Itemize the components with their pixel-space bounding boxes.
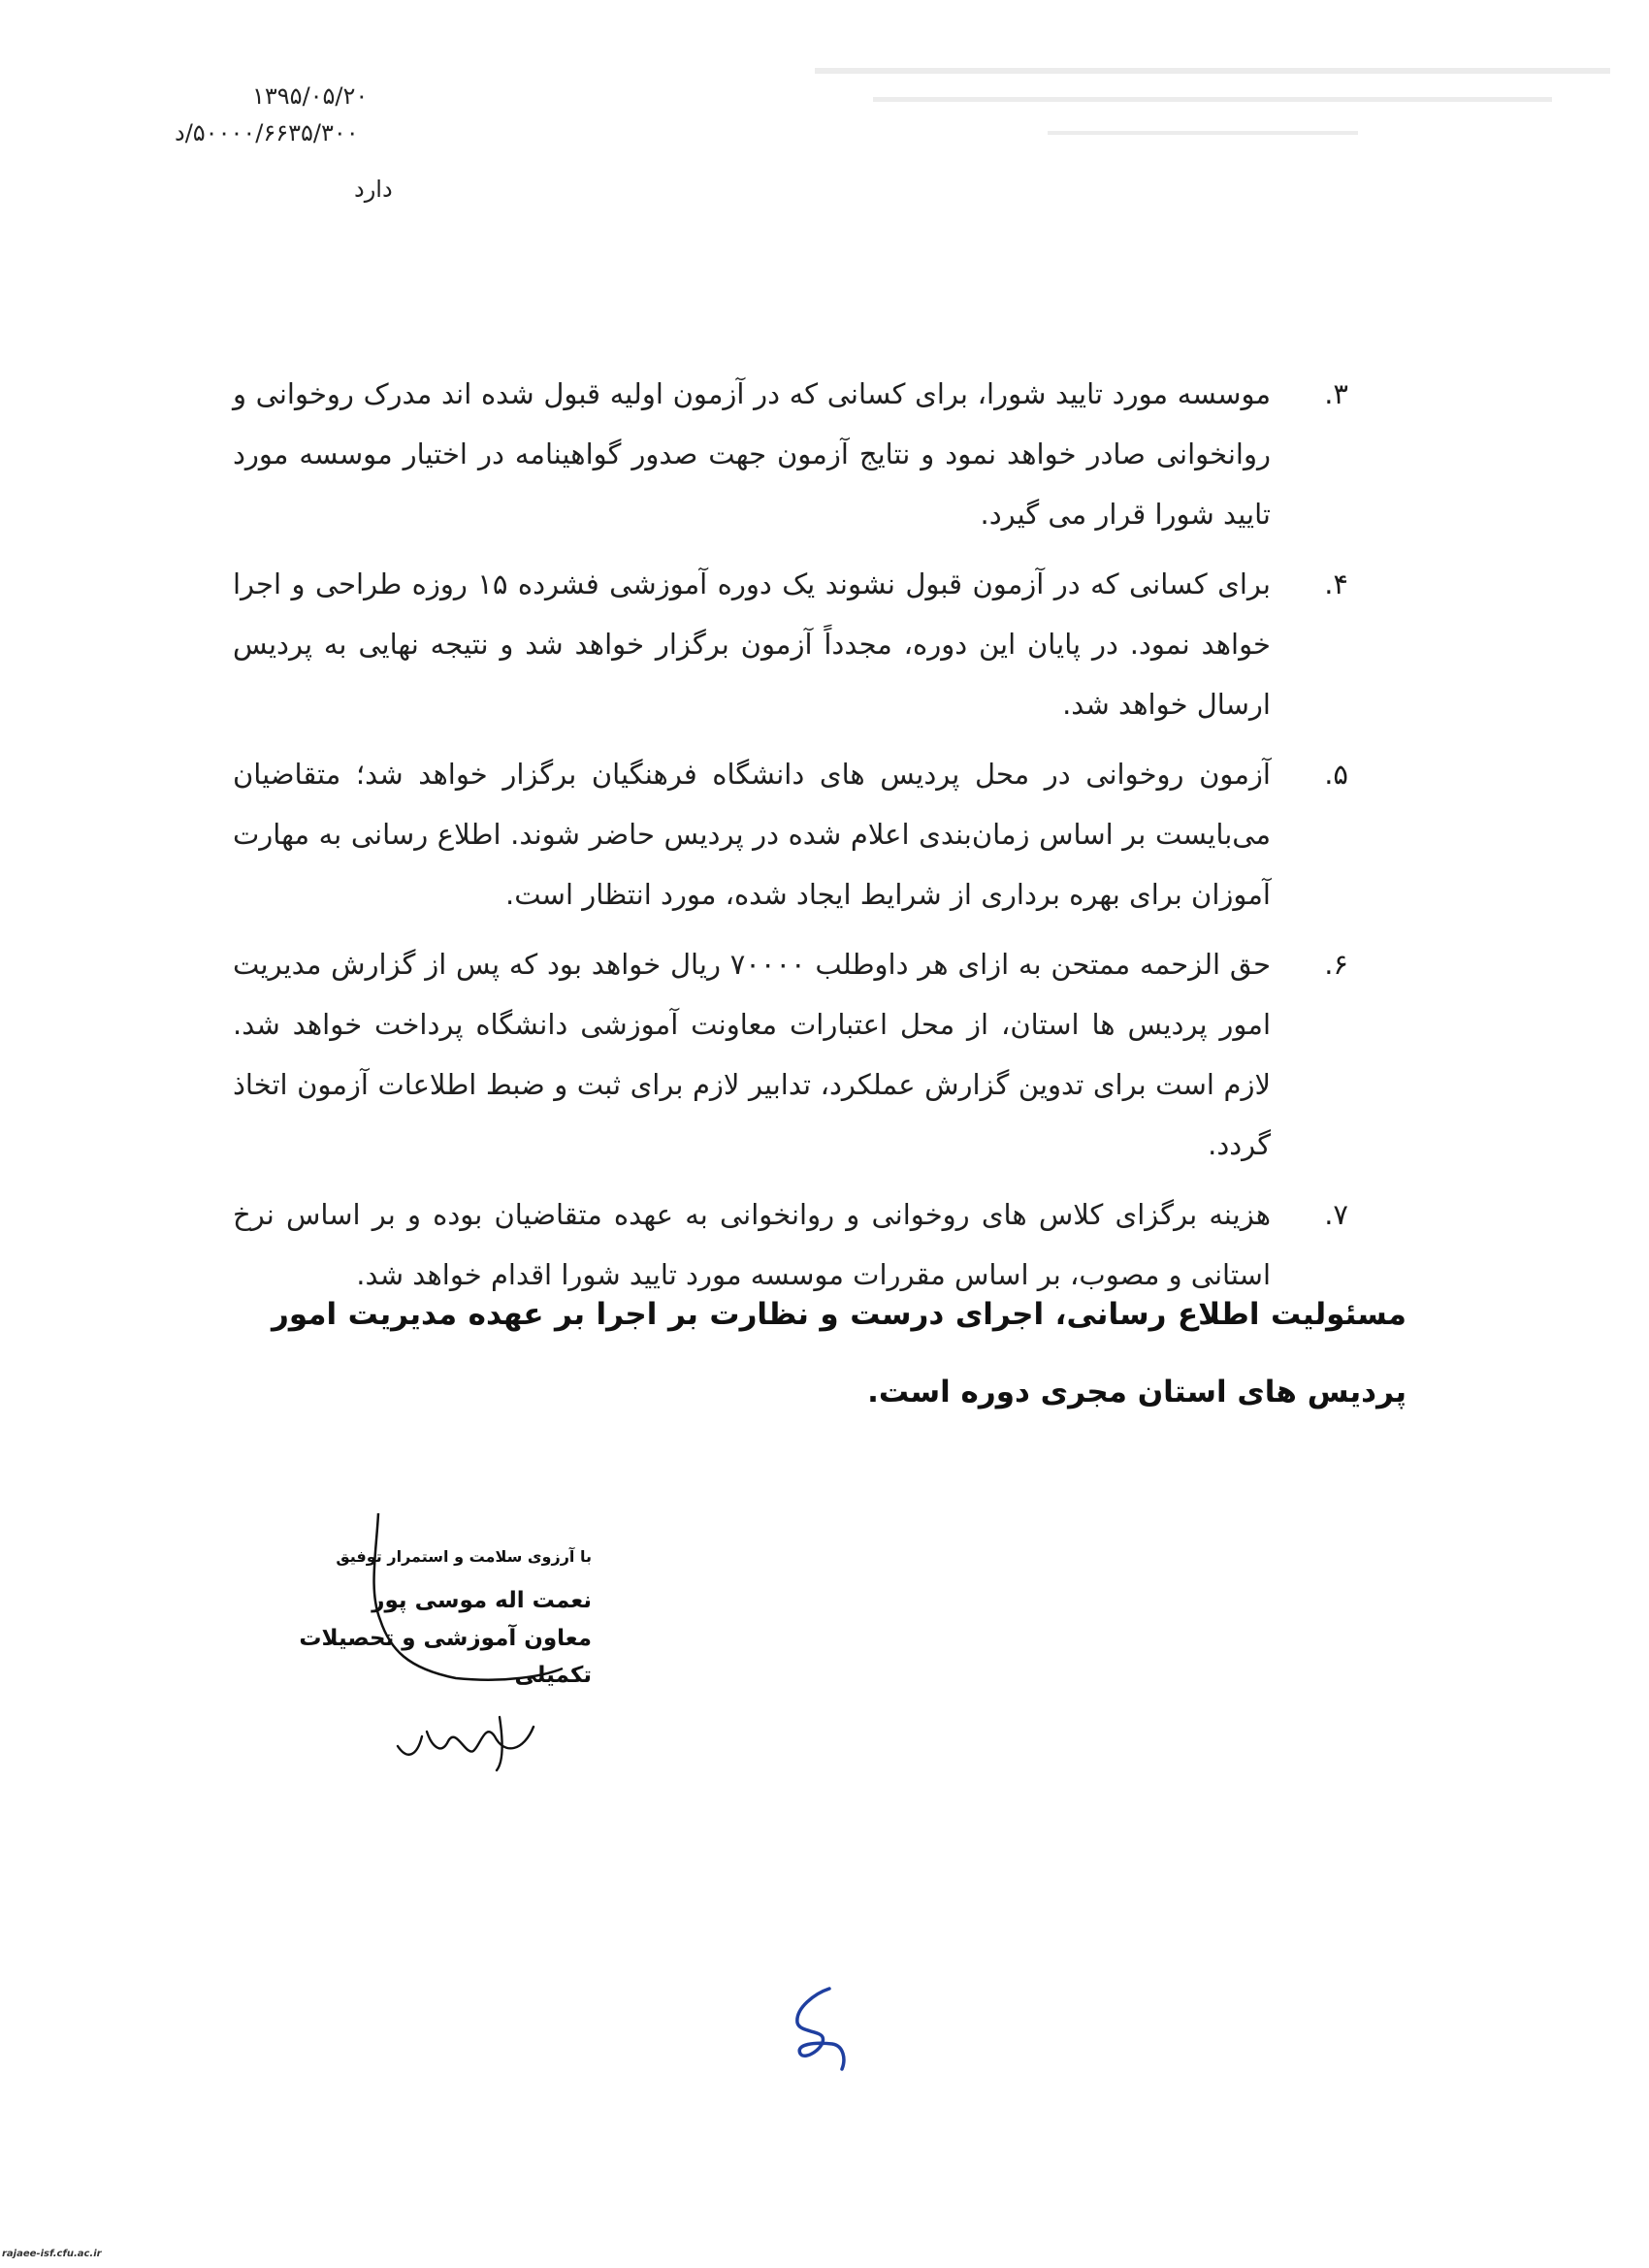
- item-text: آزمون روخوانی در محل پردیس های دانشگاه فرهنگیان برگزار خواهد شد؛ متقاضیان می‌بایست بر اساس زمان‌بندی اعلام شده در پردیس حاضر شوند. اطلاع رسانی به مهارت آموزان برای بهره برداری از شرایط ایجاد شده، مورد انتظار است.: [233, 758, 1271, 911]
- numbered-items: [233, 364, 1348, 1314]
- item-number: ۴.: [1324, 567, 1348, 600]
- list-item: [233, 554, 1348, 734]
- item-number: ۷.: [1324, 1198, 1348, 1231]
- item-text: حق الزحمه ممتحن به ازای هر داوطلب ۷۰۰۰۰ ریال خواهد بود که پس از گزارش مدیریت امور پردیس ها استان، از محل اعتبارات معاونت آموزشی دانشگاه پرداخت خواهد شد. لازم است برای تدوین گزارش عملکرد، تدابیر لازم برای ثبت و ضبط اطلاعات آزمون اتخاذ گردد.: [233, 948, 1272, 1161]
- footer-url: rajaee-isf.cfu.ac.ir: [2, 2249, 102, 2259]
- letter-header: [146, 78, 398, 208]
- item-number: ۶.: [1324, 948, 1348, 981]
- pen-mark-icon: [776, 1984, 854, 2071]
- bleed-through-texture: [757, 39, 1649, 184]
- responsibility-statement: مسئولیت اطلاع رسانی، اجرای درست و نظارت بر اجرا بر عهده مدیریت امور پردیس های استان مجری دوره است.: [272, 1297, 1406, 1409]
- signature-block: [262, 1542, 592, 1694]
- item-number: ۵.: [1324, 758, 1348, 791]
- letter-number: ۵۰۰۰۰/۶۶۳۵/۳۰۰/د: [175, 119, 359, 146]
- list-item: [233, 934, 1348, 1175]
- attachment-status: دارد: [354, 176, 393, 203]
- handwritten-note: [388, 1707, 543, 1775]
- letter-date: ۱۳۹۵/۰۵/۲۰: [252, 82, 369, 110]
- item-text: موسسه مورد تایید شورا، برای کسانی که در آزمون اولیه قبول شده اند مدرک روخوانی و روانخوانی صادر خواهد نمود و نتایج آزمون جهت صدور گواهینامه در اختیار موسسه مورد تایید شورا قرار می گیرد.: [233, 377, 1271, 531]
- signatory-name: نعمت اله موسی پور: [372, 1588, 592, 1613]
- list-item: [233, 744, 1348, 924]
- item-text: هزینه برگزای کلاس های روخوانی و روانخوانی به عهده متقاضیان بوده و بر اساس نرخ استانی و مصوب، بر اساس مقررات موسسه مورد تایید شورا اقدام خواهد شد.: [233, 1198, 1271, 1291]
- item-text: برای کسانی که در آزمون قبول نشوند یک دوره آموزشی فشرده ۱۵ روزه طراحی و اجرا خواهد نمود. در پایان این دوره، مجدداً آزمون برگزار خواهد شد و نتیجه نهایی به پردیس ارسال خواهد شد.: [233, 567, 1271, 721]
- signatory-role: معاون آموزشی و تحصیلات تکمیلی: [299, 1626, 592, 1688]
- list-item: [233, 364, 1348, 544]
- closing-wishes: با آرزوی سلامت و استمرار توفیق: [336, 1547, 592, 1566]
- item-number: ۳.: [1324, 377, 1348, 410]
